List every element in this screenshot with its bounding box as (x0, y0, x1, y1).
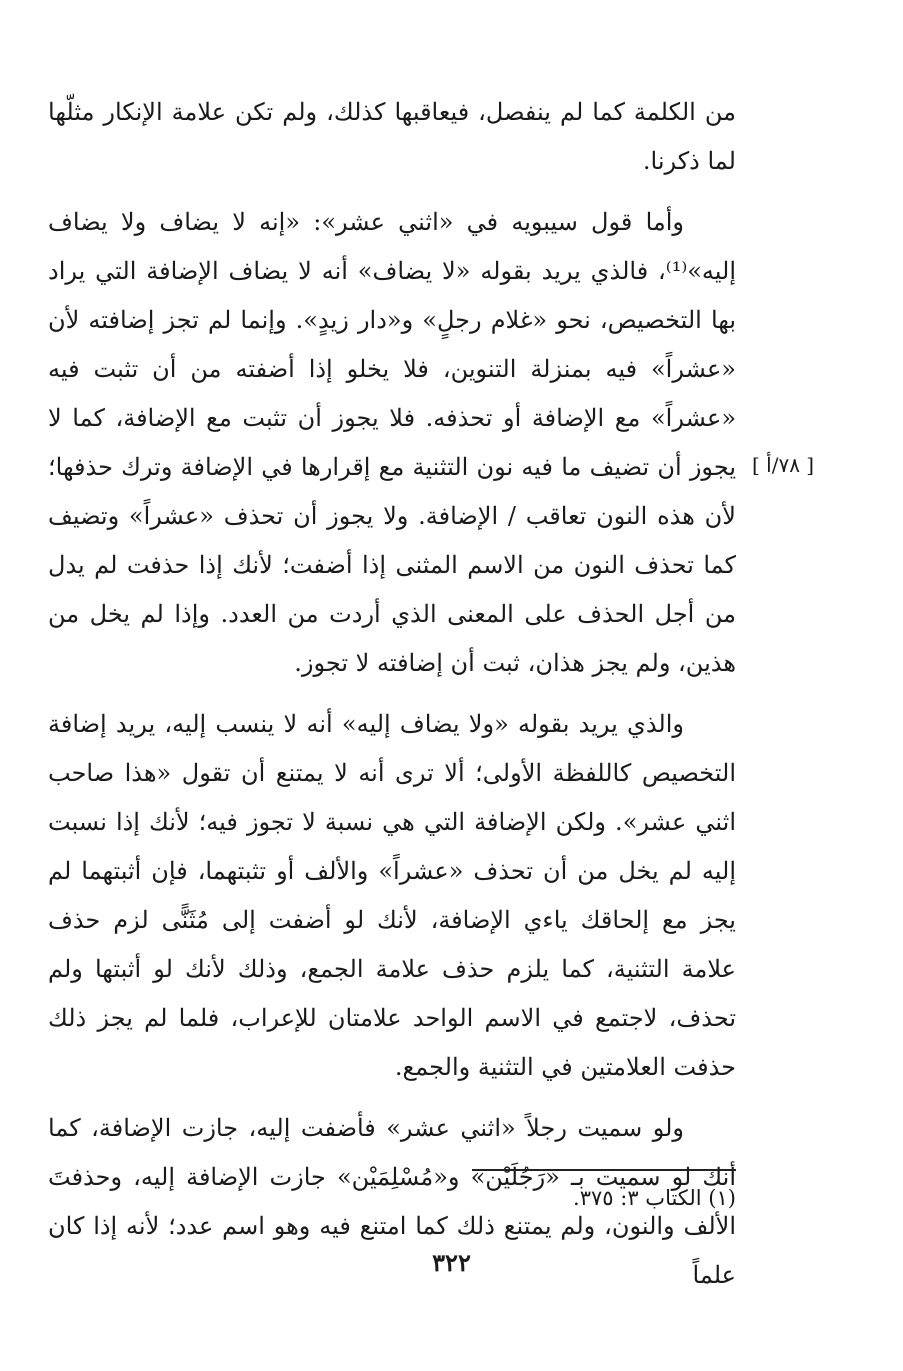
footnote: (١) الكتاب ٣: ٣٧٥. (573, 1186, 736, 1210)
footnote-separator (472, 1169, 736, 1171)
main-text (48, 88, 736, 1312)
paragraph-2: وأما قول سيبويه في «اثني عشر»: «إنه لا يضاف ولا يضاف إليه»⁽¹⁾، فالذي يريد بقوله «لا يضاف» أنه لا يضاف الإضافة التي يراد بها التخصيص، نحو «غلام رجلٍ» و«دار زيدٍ». وإنما لم تجز إضافته لأن «عشراً» فيه بمنزلة التنوين، فلا يخلو إذا أضفته من أن تثبت فيه «عشراً» مع الإضافة أو تحذفه. فلا يجوز أن تثبت مع الإضافة، كما لا يجوز أن تضيف ما فيه نون التثنية مع إقرارها في الإضافة وترك حذفها؛ لأن هذه النون تعاقب / الإضافة. ولا يجوز أن تحذف «عشراً» وتضيف كما تحذف النون من الاسم المثنى إذا أضفت؛ لأنك إذا حذفت لم يدل من أجل الحذف على المعنى الذي أردت من العدد. وإذا لم يخل من هذين، ولم يجز هذان، ثبت أن إضافته لا تجوز. (48, 208, 736, 677)
paragraph-1: من الكلمة كما لم ينفصل، فيعاقبها كذلك، ولم تكن علامة الإنكار مثلّها لما ذكرنا. (48, 98, 736, 175)
manuscript-folio-marker: [ ٧٨/أ ] (752, 453, 815, 477)
page-number: ٣٢٢ (432, 1248, 471, 1277)
paragraph-4: ولو سميت رجلاً «اثني عشر» فأضفت إليه، جازت الإضافة، كما أنك لو سميت بـ «رَجُلَيْن» و«مُسْلِمَيْن» جازت الإضافة إليه، وحذفتَ الألف والنون، ولم يمتنع ذلك كما امتنع فيه وهو اسم عدد؛ لأنه إذا كان علماً (48, 1114, 736, 1289)
paragraph-3: والذي يريد بقوله «ولا يضاف إليه» أنه لا ينسب إليه، يريد إضافة التخصيص كاللفظة الأولى؛ ألا ترى أنه لا يمتنع أن تقول «هذا صاحب اثني عشر». ولكن الإضافة التي هي نسبة لا تجوز فيه؛ لأنك إذا نسبت إليه لم يخل من أن تحذف «عشراً» والألف أو تثبتهما، فإن أثبتهما لم يجز مع إلحاقك ياءي الإضافة، لأنك لو أضفت إلى مُثَنًّى لزم حذف علامة التثنية، كما يلزم حذف علامة الجمع، وذلك لأنك لو أثبتها ولم تحذف، لاجتمع في الاسم الواحد علامتان للإعراب، فلما لم يجز ذلك حذفت العلامتين في التثنية والجمع. (48, 710, 736, 1081)
